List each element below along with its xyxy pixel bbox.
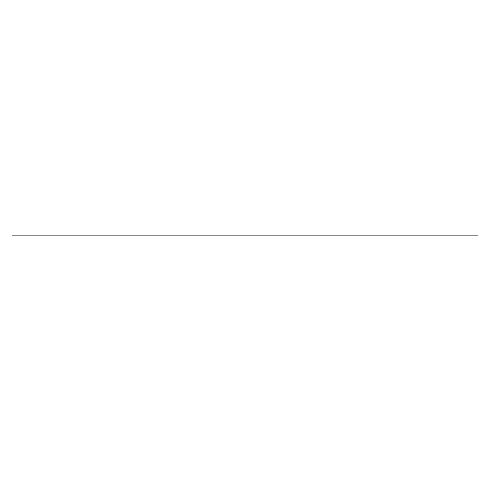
shoes-divider <box>12 235 478 236</box>
size-conversion-chart <box>0 340 500 490</box>
